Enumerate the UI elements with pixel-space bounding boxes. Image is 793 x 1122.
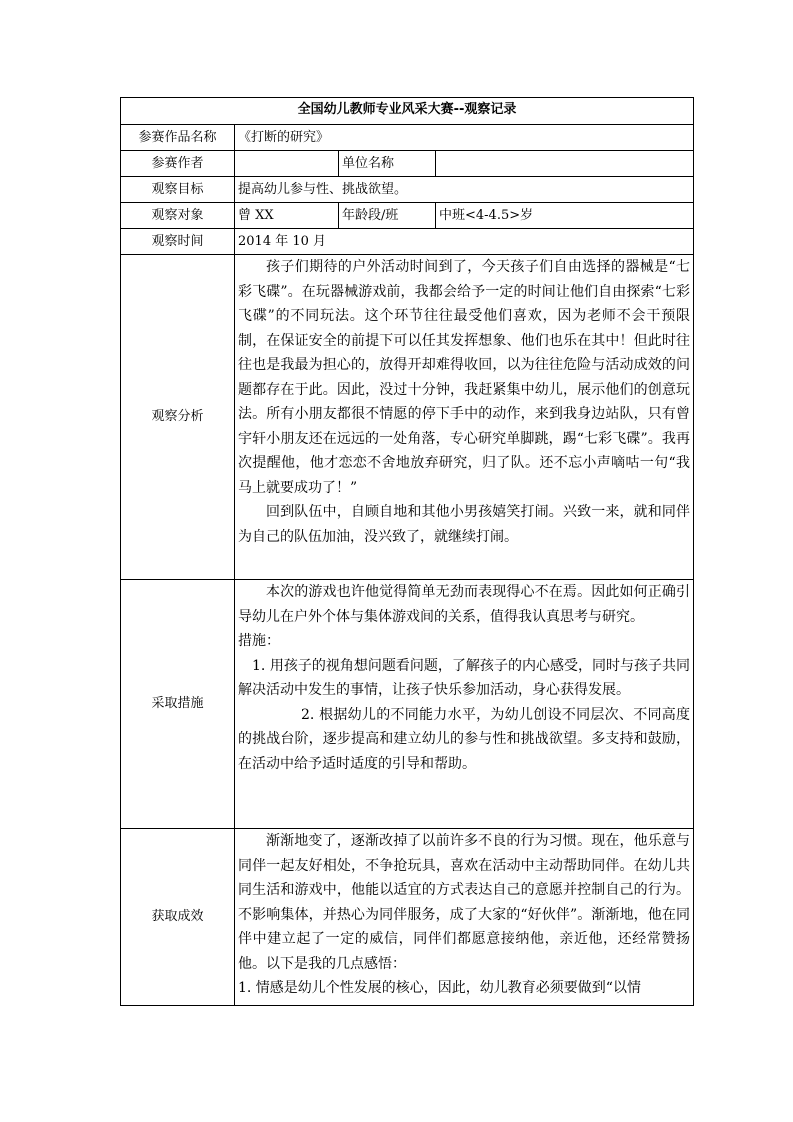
subject-value: 曾 XX [235, 203, 339, 229]
observation-table [120, 97, 694, 1006]
analysis-label: 观察分析 [121, 255, 235, 580]
subject-label: 观察对象 [121, 203, 235, 229]
goal-label: 观察目标 [121, 177, 235, 203]
measures-content [235, 580, 694, 829]
age-label: 年龄段/班 [339, 203, 436, 229]
analysis-paragraph-2: 回到队伍中，自顾自地和其他小男孩嬉笑打闹。兴致一来，就和同伴为自己的队伍加油，没兴致了，就继续打闹。 [238, 504, 691, 545]
measures-paragraph-1: 本次的游戏也许他觉得简单无劲而表现得心不在焉。因此如何正确引导幼儿在户外个体与集体游戏间的关系，值得我认真思考与研究。 [238, 584, 691, 625]
form-title: 全国幼儿教师专业风采大赛--观察记录 [121, 98, 694, 125]
outcome-content [235, 829, 694, 1006]
work-name-value: 《打断的研究》 [235, 125, 694, 151]
measures-item-2: 2. 根据幼儿的不同能力水平，为幼儿创设不同层次、不同高度的挑战台阶，逐步提高和建立幼儿的参与性和挑战欲望。多支持和鼓励，在活动中给予适时适度的引导和帮助。 [238, 706, 691, 772]
time-label: 观察时间 [121, 229, 235, 255]
unit-label: 单位名称 [339, 151, 436, 177]
outcome-label: 获取成效 [121, 829, 235, 1006]
unit-value [436, 151, 694, 177]
measures-label: 采取措施 [121, 580, 235, 829]
author-value [235, 151, 339, 177]
age-value: 中班<4-4.5>岁 [436, 203, 694, 229]
work-name-label: 参赛作品名称 [121, 125, 235, 151]
measures-heading: 措施： [238, 633, 280, 649]
analysis-content [235, 255, 694, 580]
outcome-paragraph-1: 渐渐地变了，逐渐改掉了以前许多不良的行为习惯。现在，他乐意与同伴一起友好相处，不争抢玩具，喜欢在活动中主动帮助同伴。在幼儿共同生活和游戏中，他能以适宜的方式表达自己的意愿并控制自己的行为。不影响集体，并热心为同伴服务，成了大家的“好伙伴”。渐渐地，他在同伴中建立起了一定的威信，同伴们都愿意接纳他，亲近他，还经常赞扬他。以下是我的几点感悟： [238, 833, 691, 972]
time-value: 2014 年 10 月 [235, 229, 694, 255]
analysis-paragraph-1: 孩子们期待的户外活动时间到了，今天孩子们自由选择的器械是“七彩飞碟”。在玩器械游戏前，我都会给予一定的时间让他们自由探索“七彩飞碟”的不同玩法。这个环节往往最受他们喜欢，因为老师不会干预限制，在保证安全的前提下可以任其发挥想象、他们也乐在其中！但此时往往也是我最为担心的，放得开却难得收回，以为往往危险与活动成效的问题都存在于此。因此，没过十分钟，我赶紧集中幼儿，展示他们的创意玩法。所有小朋友都很不情愿的停下手中的动作，来到我身边站队，只有曾宇轩小朋友还在远远的一处角落，专心研究单脚跳，踢“七彩飞碟”。我再次提醒他，他才恋恋不舍地放弃研究，归了队。还不忘小声嘀咕一句“我马上就要成功了！” [238, 259, 691, 496]
measures-item-1: 1. 用孩子的视角想问题看问题，了解孩子的内心感受，同时与孩子共同解决活动中发生的事情，让孩子快乐参加活动，身心获得发展。 [238, 657, 691, 698]
goal-value: 提高幼儿参与性、挑战欲望。 [235, 177, 694, 203]
outcome-paragraph-2: 1. 情感是幼儿个性发展的核心，因此，幼儿教育必须要做到“以情 [238, 980, 641, 996]
author-label: 参赛作者 [121, 151, 235, 177]
